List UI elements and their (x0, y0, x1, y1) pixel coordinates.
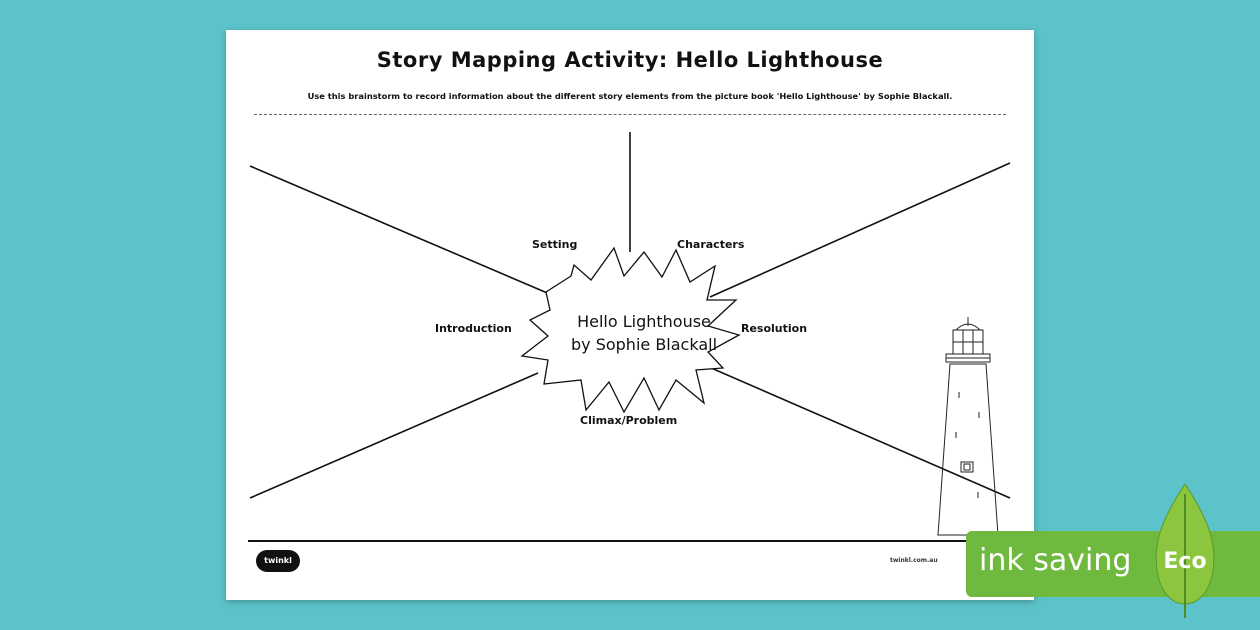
worksheet-title: Story Mapping Activity: Hello Lighthouse (376, 48, 884, 72)
footer-website: twinkl.com.au (890, 557, 938, 564)
center-title-line2: by Sophie Blackall (570, 335, 718, 354)
center-title-line1: Hello Lighthouse (577, 312, 711, 331)
lighthouse-illustration (938, 317, 998, 535)
eco-label: Eco (1163, 549, 1207, 574)
spoke-bottom-right (702, 364, 1010, 498)
label-resolution: Resolution (741, 322, 808, 335)
spoke-top-left (250, 166, 552, 295)
spoke-bottom-left (250, 373, 538, 498)
worksheet-page (226, 30, 1034, 600)
label-climax-problem: Climax/Problem (580, 414, 678, 427)
center-book-title (534, 310, 754, 356)
spoke-top-right (710, 163, 1010, 297)
worksheet-instructions: Use this brainstorm to record information about the different story elements from the picture book 'Hello Lighthouse' by Sophie Blackall. (307, 91, 953, 101)
label-setting: Setting (532, 238, 578, 251)
ink-saving-text: ink saving (979, 543, 1132, 578)
twinkl-logo: twinkl (256, 550, 300, 572)
footer-rule (248, 540, 1012, 542)
label-introduction: Introduction (435, 322, 512, 335)
label-characters: Characters (677, 238, 745, 251)
